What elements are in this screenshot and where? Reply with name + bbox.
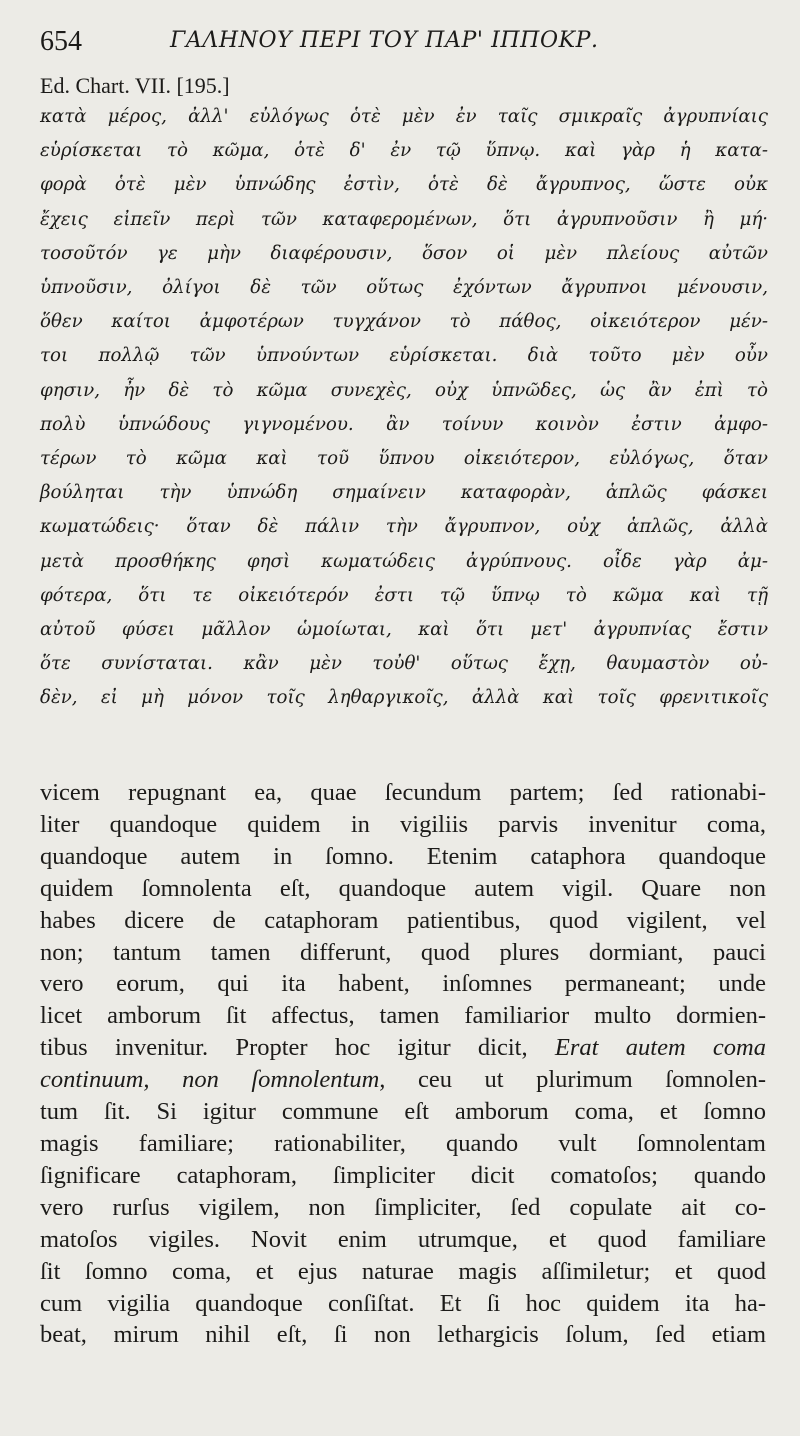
- page-header: [40, 26, 760, 66]
- greek-text-line: κωματώδεις· ὅταν δὲ πάλιν τὴν ἄγρυπνον, οὐχ ἁπλῶς, ἀλλὰ: [40, 516, 768, 538]
- greek-text-line: τέρων τὸ κῶμα καὶ τοῦ ὕπνου οἰκειότερον, εὐλόγως, ὅταν: [40, 448, 768, 470]
- greek-text-block: [40, 100, 768, 716]
- greek-text-line: τοσοῦτόν γε μὴν διαφέρουσιν, ὅσον οἱ μὲν πλείους αὐτῶν: [40, 242, 768, 264]
- latin-text-segment: tibus invenitur. Propter hoc igitur dicit,: [40, 1034, 555, 1062]
- latin-text-line: quidem ſomnolenta eſt, quandoque autem vigil. Quare non: [40, 874, 766, 902]
- latin-text-line: ſit ſomno coma, et ejus naturae magis aſſimiletur; et quod: [40, 1257, 766, 1285]
- latin-text-line: matoſos vigiles. Novit enim utrumque, et quod familiare: [40, 1225, 766, 1253]
- latin-text-line: vero eorum, qui ita habent, inſomnes permaneant; unde: [40, 970, 766, 998]
- greek-text-line: αὐτοῦ φύσει μᾶλλον ὡμοίωται, καὶ ὅτι μετ' ἀγρυπνίας ἔστιν: [40, 619, 768, 641]
- greek-text-line: ὅτε συνίσταται. κἂν μὲν τοὐθ' οὕτως ἔχῃ, θαυμαστὸν οὐ-: [40, 653, 768, 675]
- latin-text-line: habes dicere de cataphoram patientibus, quod vigilent, vel: [40, 906, 766, 934]
- running-title: ΓΑΛΗΝΟΥ ΠΕΡΙ ΤΟΥ ΠΑΡ' ΙΠΠΟΚΡ.: [170, 28, 599, 53]
- greek-text-line: ὑπνοῦσιν, ὀλίγοι δὲ τῶν οὕτως ἐχόντων ἄγρυπνοι μένουσιν,: [40, 277, 768, 299]
- greek-text-line: κατὰ μέρος, ἀλλ' εὐλόγως ὁτὲ μὲν ἐν ταῖς σμικραῖς ἀγρυπνίαις: [40, 106, 768, 127]
- latin-text-line: beat, mirum nihil eſt, ſi non lethargicis ſolum, ſed etiam: [40, 1321, 766, 1349]
- latin-text-line: non; tantum tamen differunt, quod plures dormiant, pauci: [40, 938, 766, 966]
- greek-text-line: φότερα, ὅτι τε οἰκειότερόν ἐστι τῷ ὕπνῳ τὸ κῶμα καὶ τῇ: [40, 584, 768, 606]
- latin-text-line: [40, 1032, 766, 1064]
- greek-text-line: ἔχεις εἰπεῖν περὶ τῶν καταφερομένων, ὅτι ἀγρυπνοῦσιν ἢ μή·: [40, 208, 768, 230]
- latin-text-line: ſignificare cataphoram, ſimpliciter dicit comatoſos; quando: [40, 1161, 766, 1189]
- greek-text-line: δὲν, εἰ μὴ μόνον τοῖς ληθαργικοῖς, ἀλλὰ καὶ τοῖς φρενιτικοῖς: [40, 687, 768, 709]
- greek-text-line: εὑρίσκεται τὸ κῶμα, ὁτὲ δ' ἐν τῷ ὕπνῳ. καὶ γὰρ ἡ κατα-: [40, 140, 768, 162]
- greek-text-line: ὅθεν καίτοι ἀμφοτέρων τυγχάνον τὸ πάθος, οἰκειότερον μέν-: [40, 311, 768, 333]
- latin-text-block: [40, 777, 766, 1351]
- page-number: 654: [40, 26, 82, 57]
- latin-text-line: licet amborum ſit affectus, tamen familiarior multo dormien-: [40, 1002, 766, 1030]
- edition-reference: Ed. Chart. VII. [195.]: [40, 73, 230, 98]
- greek-text-line: τοι πολλῷ τῶν ὑπνούντων εὑρίσκεται. διὰ τοῦτο μὲν οὖν: [40, 345, 768, 367]
- latin-text-segment: ceu ut plurimum ſomnolen-: [385, 1066, 766, 1094]
- greek-text-line: μετὰ προσθήκης φησὶ κωματώδεις ἀγρύπνους. οἶδε γὰρ ἀμ-: [40, 550, 768, 572]
- latin-text-line: quandoque autem in ſomno. Etenim cataphora quandoque: [40, 842, 766, 870]
- italic-quotation: Erat autem coma: [554, 1034, 766, 1062]
- greek-text-line: βούληται τὴν ὑπνώδη σημαίνειν καταφορὰν, ἁπλῶς φάσκει: [40, 482, 768, 504]
- greek-text-line: πολὺ ὑπνώδους γιγνομένου. ἂν τοίνυν κοινὸν ἐστιν ἀμφο-: [40, 413, 768, 435]
- greek-text-line: φορὰ ὁτὲ μὲν ὑπνώδης ἐστὶν, ὁτὲ δὲ ἄγρυπνος, ὥστε οὐκ: [40, 174, 768, 196]
- latin-text-line: liter quandoque quidem in vigiliis parvis invenitur coma,: [40, 810, 766, 838]
- italic-quotation: continuum, non ſomnolentum,: [40, 1066, 386, 1094]
- latin-text-line: [40, 1064, 766, 1096]
- latin-text-line: magis familiare; rationabiliter, quando vult ſomnolentam: [40, 1129, 766, 1157]
- latin-text-line: vero rurſus vigilem, non ſimpliciter, ſed copulate ait co-: [40, 1193, 766, 1221]
- latin-text-line: cum vigilia quandoque conſiſtat. Et ſi hoc quidem ita ha-: [40, 1289, 766, 1317]
- latin-text-line: tum ſit. Si igitur commune eſt amborum coma, et ſomno: [40, 1098, 766, 1126]
- latin-text-line: vicem repugnant ea, quae ſecundum partem; ſed rationabi-: [40, 779, 766, 806]
- greek-text-line: φησιν, ἦν δὲ τὸ κῶμα συνεχὲς, οὐχ ὑπνῶδες, ὡς ἂν ἐπὶ τὸ: [40, 379, 768, 401]
